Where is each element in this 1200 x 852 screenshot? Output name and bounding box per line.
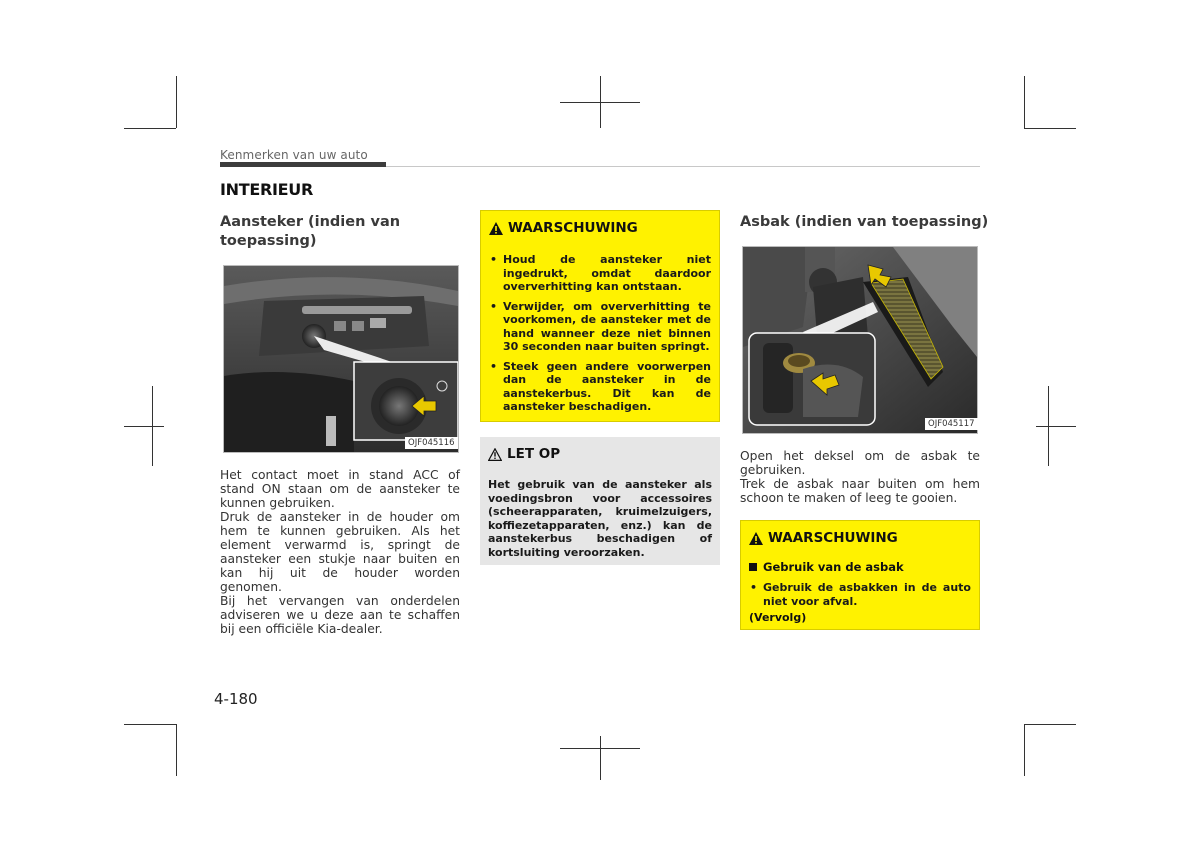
warning-title-text: WAARSCHUWING: [508, 220, 638, 236]
ashtray-warning-box: [740, 520, 980, 630]
caution-box: [480, 437, 720, 565]
registration-mark: [1048, 386, 1049, 466]
warning-item: • Gebruik de asbakken in de auto niet voor afval.: [749, 581, 971, 608]
ashtray-illustration: [743, 247, 977, 433]
registration-mark: [1036, 426, 1076, 427]
ashtray-photo: [742, 246, 978, 434]
warning-item: • Houd de aansteker niet ingedrukt, omdat daardoor oververhitting kan ontstaan.: [489, 253, 711, 294]
page-number: 4-180: [214, 690, 258, 708]
warning-box: [480, 210, 720, 422]
crop-mark: [1024, 724, 1076, 725]
lighter-heading-line: toepassing): [220, 233, 317, 249]
registration-mark: [600, 736, 601, 780]
paragraph: Bij het vervangen van onderdelen adviseren we u deze aan te schaffen bij een officiële Kia-dealer.: [220, 594, 460, 636]
warning-subheading-text: Gebruik van de asbak: [763, 560, 904, 574]
warning-title-text: WAARSCHUWING: [768, 530, 898, 546]
image-code: OJF045116: [405, 437, 458, 449]
header-rule-bar: [220, 162, 386, 167]
warning-title: [489, 220, 711, 236]
caution-text: Het gebruik van de aansteker als voedingsbron voor accessoires (scheerapparaten, kruimelzuigers, koffiezetapparaten, enz.) kan de aanstekerbus beschadigen of kortsluiting veroorzaken.: [488, 478, 712, 559]
crop-mark: [124, 128, 176, 129]
lighter-body-text: [220, 468, 460, 636]
crop-mark: [176, 76, 177, 128]
ashtray-body-text: [740, 449, 980, 505]
paragraph: Het contact moet in stand ACC of stand ON staan om de aansteker te kunnen gebruiken.: [220, 468, 460, 510]
crop-mark: [124, 724, 176, 725]
section-title: INTERIEUR: [220, 180, 314, 199]
running-head: Kenmerken van uw auto: [220, 148, 368, 162]
registration-mark: [152, 386, 153, 466]
warning-subheading: [749, 560, 971, 574]
paragraph: Druk de aansteker in de houder om hem te kunnen gebruiken. Als het element verwarmd is, springt de aansteker een stukje naar buiten en kan hij uit de houder worden genomen.: [220, 510, 460, 594]
lighter-heading-line: Aansteker (indien van: [220, 214, 401, 230]
lighter-photo: [223, 265, 459, 453]
caution-title-text: LET OP: [507, 446, 561, 462]
warning-item: • Steek geen andere voorwerpen dan de aansteker in de aanstekerbus. Dit kan de aansteker beschadigen.: [489, 360, 711, 414]
crop-mark: [1024, 76, 1025, 128]
caution-title: [488, 446, 712, 462]
caution-triangle-icon: [488, 448, 502, 461]
paragraph: Trek de asbak naar buiten om hem schoon te maken of leeg te gooien.: [740, 477, 980, 505]
header-rule-line: [386, 166, 980, 167]
paragraph: Open het deksel om de asbak te gebruiken.: [740, 449, 980, 477]
registration-mark: [600, 76, 601, 128]
warning-list: [489, 253, 711, 414]
continued-label: (Vervolg): [749, 611, 807, 624]
lighter-heading: [220, 213, 460, 251]
warning-title: [749, 530, 971, 546]
crop-mark: [176, 724, 177, 776]
warning-triangle-icon: [489, 222, 503, 235]
ashtray-heading: Asbak (indien van toepassing): [740, 214, 989, 230]
registration-mark: [124, 426, 164, 427]
lighter-illustration: [224, 266, 458, 452]
crop-mark: [1024, 128, 1076, 129]
image-code: OJF045117: [925, 418, 978, 430]
square-bullet-icon: [749, 563, 757, 571]
warning-triangle-icon: [749, 532, 763, 545]
warning-list: [749, 581, 971, 608]
warning-item: • Verwijder, om oververhitting te voorkomen, de aansteker met de hand wanneer deze niet binnen 30 seconden naar buiten springt.: [489, 300, 711, 354]
crop-mark: [1024, 724, 1025, 776]
